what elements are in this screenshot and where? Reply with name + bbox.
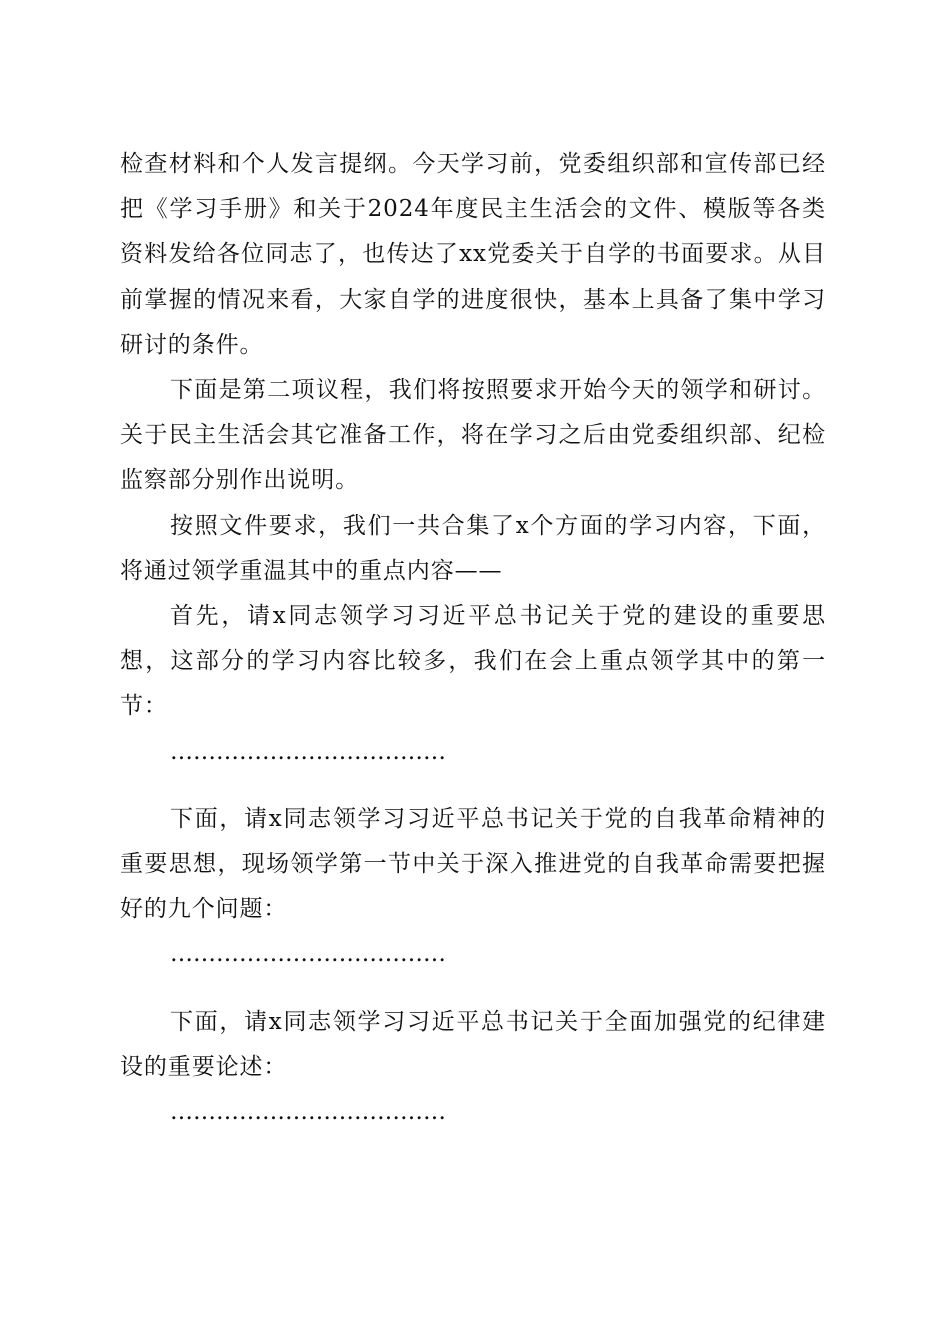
paragraph-agenda-item-two: 下面是第二项议程，我们将按照要求开始今天的领学和研讨。关于民主生活会其它准备工作，将在学习之后由党委组织部、纪检监察部分别作出说明。: [120, 377, 826, 494]
ellipsis-placeholder-3: ………………………………: [170, 1099, 446, 1126]
ellipsis-placeholder-2: ………………………………: [170, 941, 446, 968]
document-body: [120, 142, 826, 1135]
paragraph-continuation: 检查材料和个人发言提纲。今天学习前，党委组织部和宣传部已经把《学习手册》和关于2024年度民主生活会的文件、模版等各类资料发给各位同志了，也传达了xx党委关于自学的书面要求。从目前掌握的情况来看，大家自学的进度很快，基本上具备了集中学习研讨的条件。: [120, 151, 826, 358]
paragraph-first-lead-study: 首先，请x同志领学习习近平总书记关于党的建设的重要思想，这部分的学习内容比较多，我们在会上重点领学其中的第一节：: [120, 603, 826, 720]
ellipsis-placeholder-1: ………………………………: [170, 738, 446, 765]
paragraph-second-lead-study: 下面，请x同志领学习习近平总书记关于党的自我革命精神的重要思想，现场领学第一节中关于深入推进党的自我革命需要把握好的九个问题：: [120, 805, 826, 923]
paragraph-study-content: 按照文件要求，我们一共合集了x个方面的学习内容，下面，将通过领学重温其中的重点内容——: [120, 512, 826, 584]
paragraph-third-lead-study: 下面，请x同志领学习习近平总书记关于全面加强党的纪律建设的重要论述：: [120, 1008, 826, 1080]
